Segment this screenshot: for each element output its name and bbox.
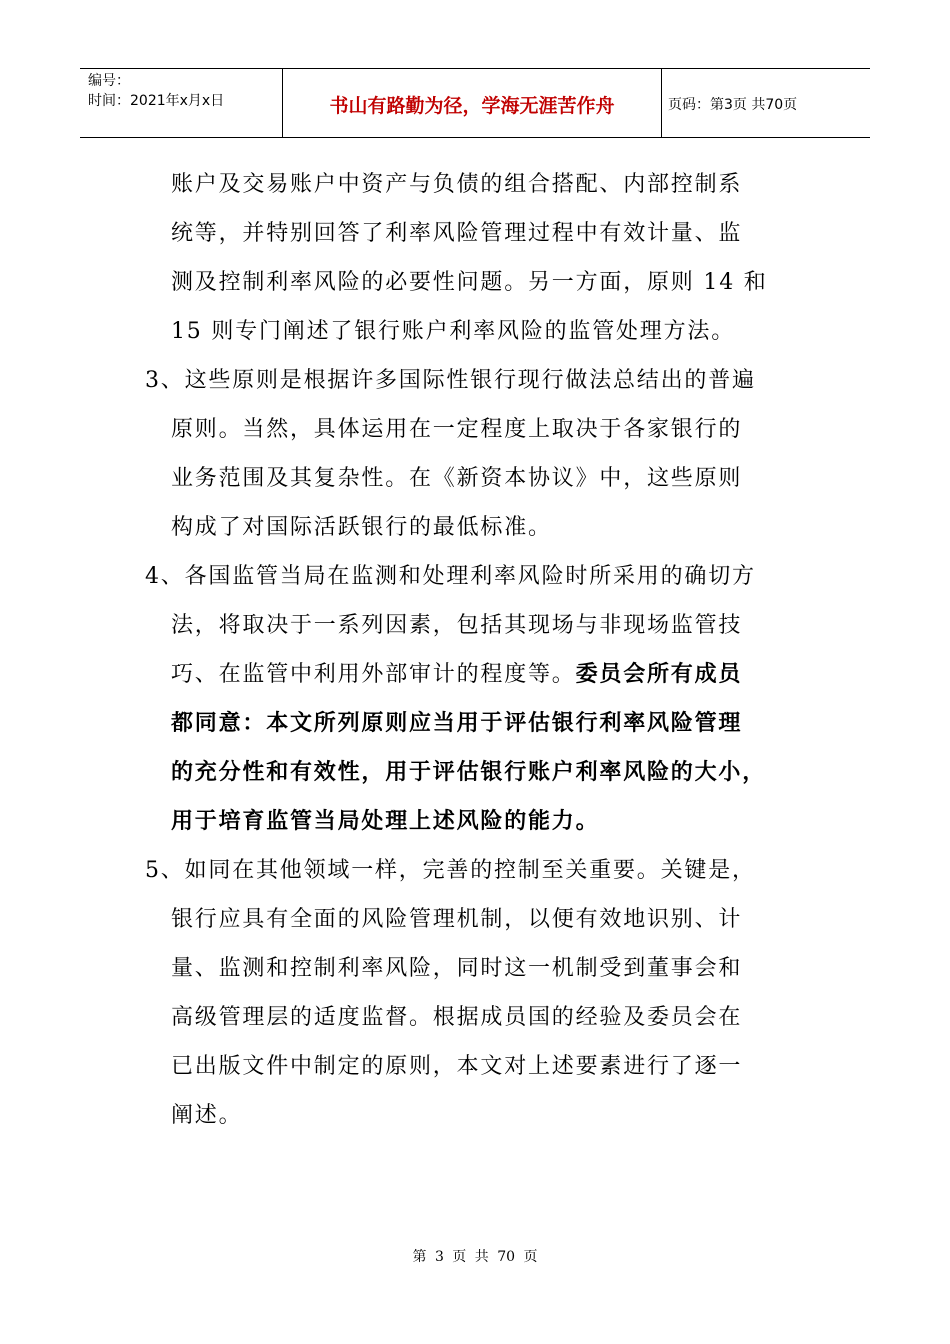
bold-text-segment: 委员会所有成员 bbox=[575, 661, 743, 687]
text-line: 银行应具有全面的风险管理机制，以便有效地识别、计 bbox=[171, 907, 743, 932]
text-line: 高级管理层的适度监督。根据成员国的经验及委员会在 bbox=[171, 1005, 743, 1030]
header-page-info: 页码：第3页 共70页 bbox=[668, 97, 798, 113]
text-line: 已出版文件中制定的原则，本文对上述要素进行了逐一 bbox=[171, 1054, 743, 1079]
bold-text-line: 都同意：本文所列原则应当用于评估银行利率风险管理 bbox=[171, 710, 743, 736]
paragraph-5 bbox=[145, 846, 805, 1140]
bold-text-line: 的充分性和有效性，用于评估银行账户利率风险的大小， bbox=[171, 759, 767, 785]
text-line: 原则。当然，具体运用在一定程度上取决于各家银行的 bbox=[171, 417, 743, 442]
header-motto-cell bbox=[283, 69, 662, 137]
page-footer: 第 3 页 共 70 页 bbox=[412, 1249, 538, 1265]
text-line: 15 则专门阐述了银行账户利率风险的监管处理方法。 bbox=[171, 319, 735, 344]
text-line: 业务范围及其复杂性。在《新资本协议》中，这些原则 bbox=[171, 466, 743, 491]
document-body bbox=[145, 160, 805, 1140]
text-line: 4、各国监管当局在监测和处理利率风险时所采用的确切方 bbox=[145, 564, 756, 589]
header-meta-cell bbox=[80, 69, 283, 137]
text-line: 量、监测和控制利率风险，同时这一机制受到董事会和 bbox=[171, 956, 743, 981]
text-line: 3、这些原则是根据许多国际性银行现行做法总结出的普遍 bbox=[145, 368, 756, 393]
text-line: 构成了对国际活跃银行的最低标准。 bbox=[171, 515, 552, 540]
doc-number-label: 编号： bbox=[88, 73, 130, 89]
header-page-cell bbox=[662, 69, 870, 137]
text-line: 阐述。 bbox=[171, 1103, 243, 1128]
text-line: 账户及交易账户中资产与负债的组合搭配、内部控制系 bbox=[171, 172, 743, 197]
text-segment: 巧、在监管中利用外部审计的程度等。 bbox=[171, 662, 576, 687]
paragraph-continuation bbox=[145, 160, 805, 356]
bold-text-line: 用于培育监管当局处理上述风险的能力。 bbox=[171, 808, 600, 834]
header-motto: 书山有路勤为径，学海无涯苦作舟 bbox=[329, 95, 615, 117]
text-line: 统等，并特别回答了利率风险管理过程中有效计量、监 bbox=[171, 221, 743, 246]
text-line: 5、如同在其他领域一样，完善的控制至关重要。关键是， bbox=[145, 858, 756, 883]
paragraph-4 bbox=[145, 552, 805, 846]
text-line bbox=[145, 650, 805, 699]
text-line: 测及控制利率风险的必要性问题。另一方面，原则 14 和 bbox=[171, 270, 768, 295]
paragraph-3 bbox=[145, 356, 805, 552]
page-header bbox=[80, 68, 870, 138]
text-line: 法，将取决于一系列因素，包括其现场与非现场监管技 bbox=[171, 613, 743, 638]
doc-date-label: 时间：2021年x月x日 bbox=[88, 93, 225, 109]
